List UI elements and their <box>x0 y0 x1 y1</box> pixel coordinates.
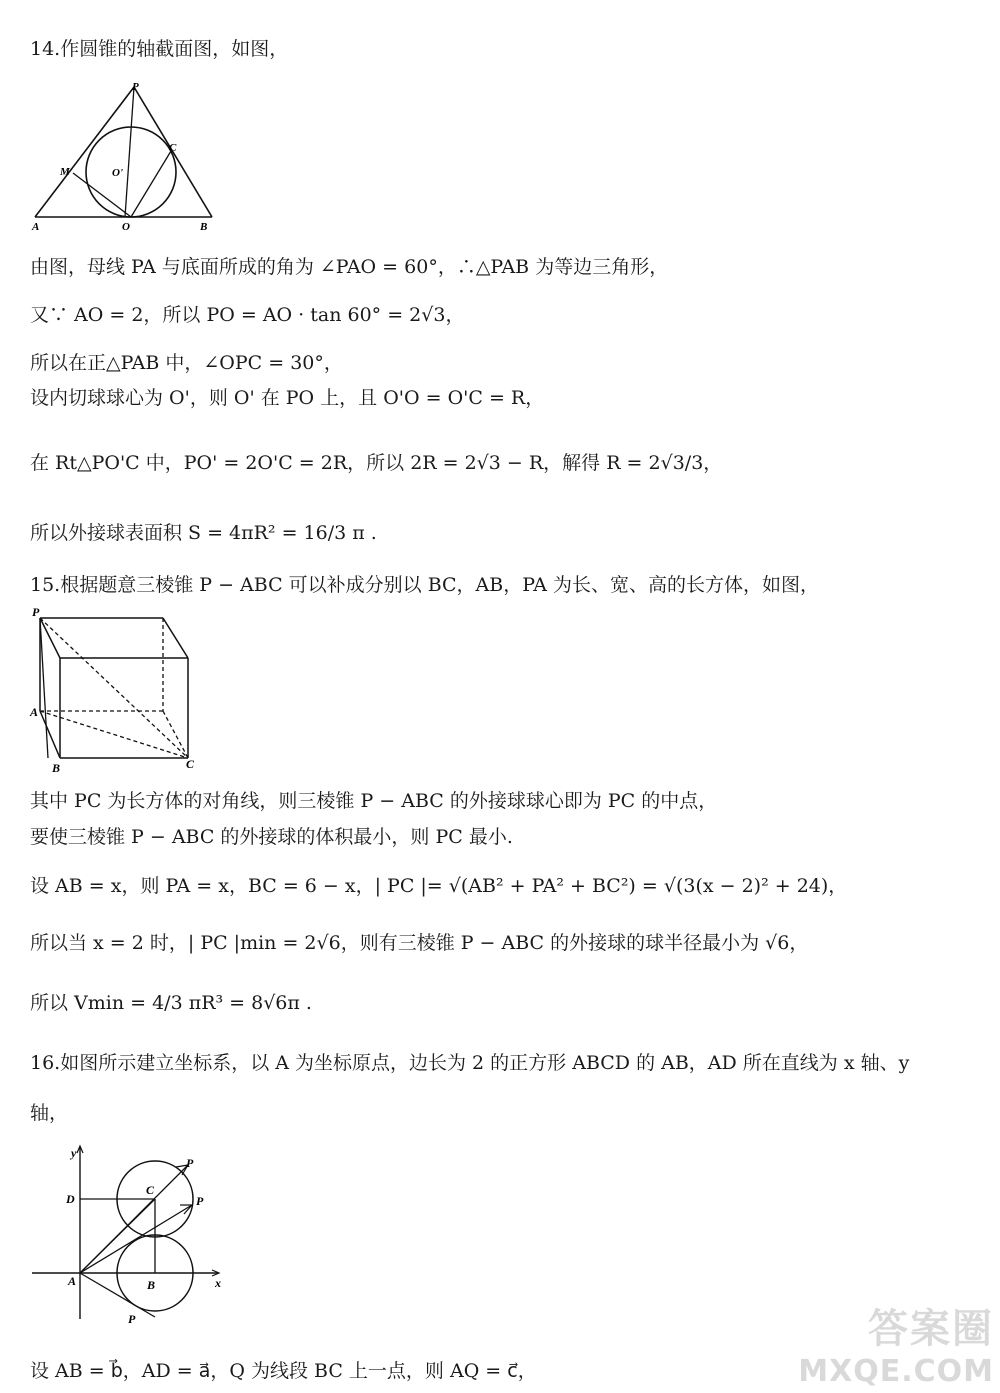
p14-heading: 14.作圆锥的轴截面图，如图， <box>30 38 289 60</box>
p16-line-1: 设 AB = b⃗，AD = a⃗，Q 为线段 BC 上一点，则 AQ = c⃗， <box>30 1360 537 1382</box>
p14-line-4: 设内切球球心为 O'，则 O' 在 PO 上，且 O'O = O'C = R， <box>30 387 545 409</box>
label-A: A <box>30 705 39 719</box>
p16-heading: 16.如图所示建立坐标系，以 A 为坐标原点，边长为 2 的正方形 ABCD 的 AB，AD 所在直线为 x 轴、y <box>30 1052 910 1074</box>
p15-heading: 15.根据题意三棱锥 P − ABC 可以补成分别以 BC，AB，PA 为长、宽、高的长方体，如图， <box>30 574 820 596</box>
p14-line-6: 所以外接球表面积 S = 4πR² = 16/3 π . <box>30 522 377 544</box>
p15-line-2: 要使三棱锥 P − ABC 的外接球的体积最小，则 PC 最小. <box>30 826 513 848</box>
watermark-bottom: MXQE.COM <box>798 1354 994 1389</box>
label-P-bottom: P <box>128 1312 136 1326</box>
p16-heading-2: 轴， <box>30 1102 69 1124</box>
label-y: y <box>71 1146 77 1160</box>
label-P: P <box>132 81 139 93</box>
label-C: C <box>186 757 195 771</box>
label-A: A <box>32 221 40 233</box>
label-P-top: P <box>186 1156 194 1170</box>
p15-figure <box>28 604 208 780</box>
watermark <box>798 1297 994 1389</box>
p15-line-5: 所以 Vmin = 4/3 πR³ = 8√6π . <box>30 992 312 1014</box>
p15-line-3: 设 AB = x，则 PA = x，BC = 6 − x，| PC |= √(AB² + PA² + BC²) = √(3(x − 2)² + 24)， <box>30 875 848 897</box>
label-C: C <box>169 142 177 154</box>
p14-line-1: 由图，母线 PA 与底面所成的角为 ∠PAO = 60°，∴△PAB 为等边三角形， <box>30 256 669 278</box>
label-B: B <box>147 1278 156 1292</box>
p14-line-2: 又∵ AO = 2，所以 PO = AO · tan 60° = 2√3， <box>30 304 465 326</box>
label-C: C <box>146 1183 155 1197</box>
watermark-top: 答案圈 <box>868 1306 994 1352</box>
label-O: O <box>122 221 130 233</box>
label-P-right: P <box>196 1194 204 1208</box>
label-M: M <box>60 166 70 178</box>
p16-figure <box>28 1143 238 1332</box>
label-B: B <box>200 221 208 233</box>
label-P: P <box>32 605 40 619</box>
p14-line-3: 所以在正△PAB 中，∠OPC = 30°， <box>30 352 343 374</box>
label-D: D <box>66 1192 75 1206</box>
label-B: B <box>52 761 61 775</box>
label-A: A <box>68 1274 77 1288</box>
label-O-prime: O' <box>112 167 123 179</box>
p15-line-4: 所以当 x = 2 时，| PC |min = 2√6，则有三棱锥 P − ABC 的外接球的球半径最小为 √6， <box>30 932 809 954</box>
p14-figure <box>28 78 228 237</box>
label-x: x <box>215 1276 221 1290</box>
p15-line-1: 其中 PC 为长方体的对角线，则三棱锥 P − ABC 的外接球球心即为 PC 的中点， <box>30 790 718 812</box>
p14-line-5: 在 Rt△PO'C 中，PO' = 2O'C = 2R，所以 2R = 2√3 − R，解得 R = 2√3/3， <box>30 452 723 474</box>
